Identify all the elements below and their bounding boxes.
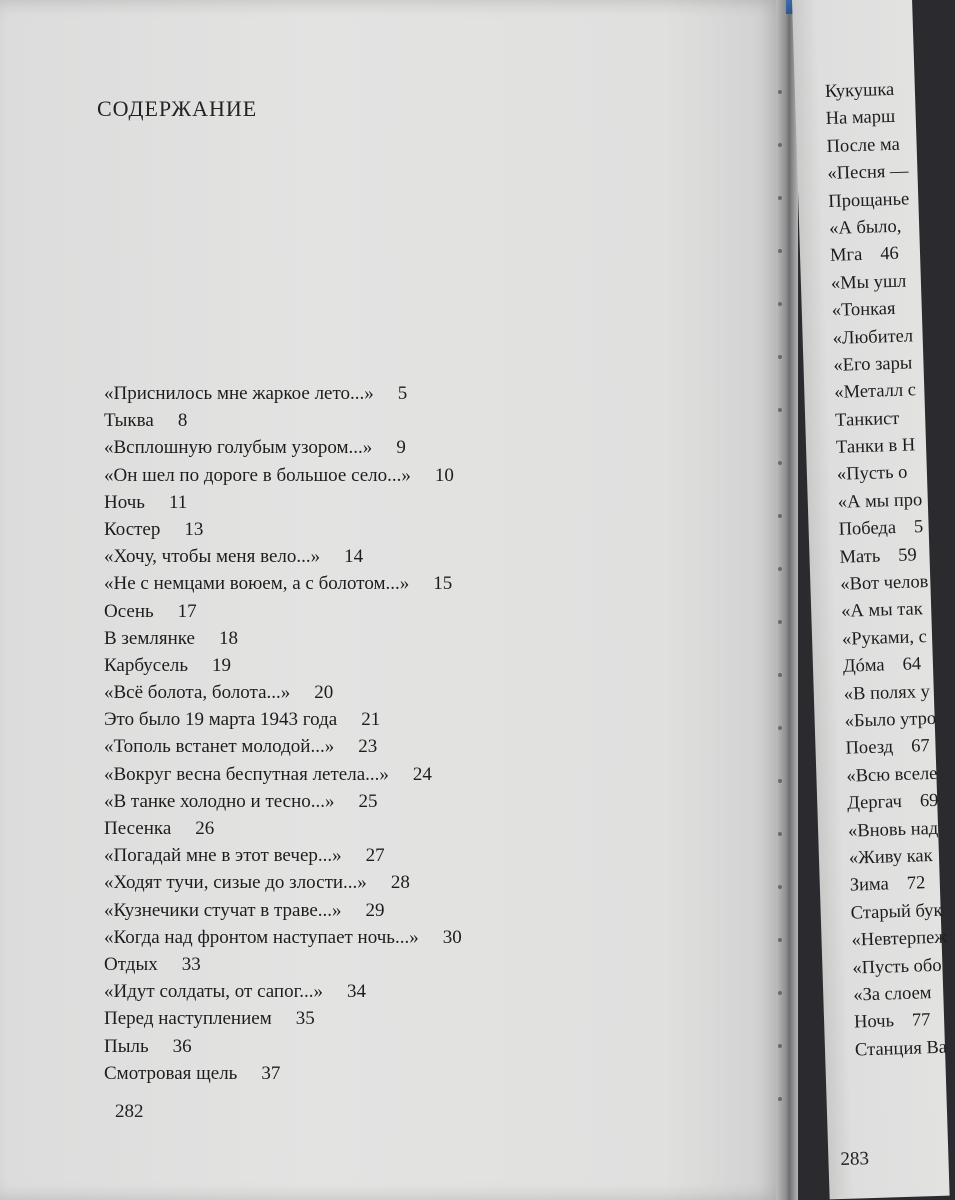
- toc-entry-title: Осень: [104, 600, 154, 622]
- toc-entry-title: «Любител: [832, 325, 914, 349]
- toc-entry-page: 11: [168, 491, 188, 513]
- table-of-contents-right: [824, 76, 950, 1065]
- toc-entry-title: «Погадай мне в этот вечер...»: [104, 845, 342, 867]
- toc-entry-page: 46: [879, 244, 900, 265]
- toc-entry-title: Песенка: [104, 818, 172, 839]
- toc-entry-title: «Кузнечики стучат в траве...»: [104, 899, 342, 921]
- toc-entry: [854, 1007, 950, 1037]
- binding-hole: [778, 355, 782, 359]
- toc-entry-title: Пыль: [104, 1035, 149, 1057]
- toc-entry: [833, 350, 929, 380]
- toc-entry-title: Станция Ва: [854, 1037, 948, 1061]
- binding-hole: [778, 461, 782, 465]
- toc-entry-title: «Всплошную голубым узором...»: [104, 437, 373, 459]
- toc-entry-title: «В полях у: [843, 681, 931, 705]
- toc-entry: [843, 651, 939, 681]
- binding-hole: [778, 1097, 782, 1101]
- toc-entry: [104, 1005, 462, 1032]
- toc-entry: [104, 1033, 462, 1060]
- page-number-right: 283: [840, 1148, 870, 1171]
- toc-entry-page: 33: [181, 953, 201, 975]
- toc-entry-title: «Живу как: [848, 845, 933, 869]
- toc-entry: [104, 733, 462, 760]
- toc-entry-title: «Тонкая: [831, 299, 896, 322]
- toc-entry: [827, 158, 923, 188]
- toc-entry: [845, 733, 941, 763]
- toc-entry-page: 25: [358, 790, 378, 812]
- toc-entry: [830, 240, 926, 270]
- toc-entry-title: «Руками, с: [841, 626, 928, 650]
- toc-entry: [848, 815, 944, 845]
- binding-hole: [778, 1044, 782, 1048]
- toc-entry-title: Дергач: [846, 792, 903, 814]
- binding-hole: [778, 249, 782, 253]
- toc-entry-title: «Всю вселе: [846, 763, 938, 787]
- toc-entry-title: Мать: [839, 546, 881, 568]
- toc-entry-title: Перед наступлением: [104, 1008, 272, 1030]
- toc-entry-page: 27: [365, 845, 385, 867]
- toc-entry-title: «Тополь встанет молодой...»: [104, 736, 335, 758]
- toc-entry-title: «Мы ушл: [830, 271, 907, 294]
- toc-entry-page: 30: [442, 926, 462, 948]
- toc-entry: [104, 706, 462, 733]
- toc-entry-page: 14: [344, 546, 364, 568]
- toc-entry-title: Танкист: [834, 408, 900, 431]
- toc-entry-title: Костер: [104, 518, 161, 540]
- toc-entry-page: 59: [897, 545, 918, 566]
- toc-entry: [841, 596, 937, 626]
- binding-hole: [778, 991, 782, 995]
- toc-entry-title: Смотровая щель: [104, 1062, 238, 1084]
- binding-hole: [778, 673, 782, 677]
- toc-entry-page: 77: [911, 1010, 931, 1032]
- toc-entry: [104, 679, 462, 706]
- binding-hole: [778, 302, 782, 306]
- toc-entry-title: Отдых: [104, 953, 158, 975]
- toc-entry: [104, 434, 462, 461]
- toc-entry: [855, 1034, 951, 1064]
- toc-entry-title: «Вот челов: [840, 572, 929, 595]
- toc-entry: [104, 1060, 462, 1087]
- toc-entry-title: Ночь: [853, 1011, 895, 1033]
- toc-entry-title: Тыква: [104, 410, 154, 432]
- toc-entry: [104, 951, 462, 978]
- toc-entry-title: Это было 19 марта 1943 года: [104, 709, 338, 731]
- toc-entry: [851, 925, 947, 955]
- toc-entry-title: На марш: [825, 107, 896, 130]
- toc-entry: [852, 952, 948, 982]
- toc-entry: [824, 76, 920, 106]
- toc-entry-page: 19: [212, 654, 232, 676]
- toc-entry: [104, 516, 462, 543]
- toc-entry: [104, 380, 462, 407]
- toc-entry-page: 8: [177, 410, 188, 432]
- binding-holes: [776, 90, 786, 1140]
- contents-heading: СОДЕРЖАНИЕ: [97, 96, 258, 121]
- toc-entry-title: Танки в Н: [835, 435, 916, 458]
- toc-entry-page: 37: [261, 1062, 281, 1084]
- binding-hole: [778, 196, 782, 200]
- toc-entry: [104, 788, 462, 815]
- toc-entry-page: 67: [910, 736, 930, 757]
- toc-entry-page: 36: [172, 1035, 192, 1057]
- toc-entry: [847, 788, 943, 818]
- toc-entry-title: Старый бук: [850, 900, 943, 924]
- toc-entry-title: «А мы так: [840, 599, 924, 623]
- toc-entry: [104, 978, 462, 1005]
- toc-entry-title: «За слоем: [852, 983, 932, 1006]
- page-number-left: 282: [115, 1101, 144, 1122]
- binding-hole: [778, 90, 782, 94]
- toc-entry: [831, 268, 927, 298]
- toc-entry: [853, 979, 949, 1009]
- toc-entry-title: «А мы про: [837, 490, 923, 513]
- toc-entry-page: 23: [358, 736, 378, 758]
- toc-entry: [104, 924, 462, 951]
- toc-entry-page: 13: [184, 518, 204, 540]
- toc-entry-title: Дóма: [842, 655, 885, 677]
- toc-entry-title: «Невтерпеж: [851, 927, 948, 951]
- toc-entry-page: 17: [177, 600, 197, 622]
- binding-hole: [778, 885, 782, 889]
- toc-entry: [104, 815, 462, 842]
- toc-entry-page: 35: [295, 1008, 315, 1030]
- toc-entry: [846, 760, 942, 790]
- binding-hole: [778, 620, 782, 624]
- toc-entry: [837, 459, 933, 489]
- toc-entry: [836, 432, 932, 462]
- toc-entry-title: «Приснилось мне жаркое лето...»: [104, 383, 374, 404]
- toc-entry: [104, 842, 462, 869]
- toc-entry-page: 15: [433, 573, 453, 595]
- toc-entry: [104, 761, 462, 788]
- binding-hole: [778, 143, 782, 147]
- toc-entry: [104, 598, 462, 625]
- binding-hole: [778, 779, 782, 783]
- toc-entry-title: После ма: [826, 134, 901, 157]
- toc-entry: [834, 377, 930, 407]
- toc-entry-title: «Ходят тучи, сизые до злости...»: [104, 872, 367, 894]
- toc-entry: [838, 514, 934, 544]
- toc-entry: [842, 624, 938, 654]
- toc-entry-title: «Хочу, чтобы меня вело...»: [104, 546, 321, 568]
- toc-entry: [831, 295, 927, 325]
- toc-entry-title: «Его зары: [833, 353, 913, 376]
- toc-entry-page: 26: [195, 818, 215, 839]
- toc-entry-title: Поезд: [845, 737, 894, 760]
- toc-entry-title: «Вокруг весна беспутная летела...»: [104, 763, 389, 785]
- toc-entry: [104, 869, 462, 896]
- table-of-contents-left: [104, 380, 462, 1087]
- binding-hole: [778, 567, 782, 571]
- toc-entry-title: Кукушка: [824, 79, 895, 103]
- right-page: [792, 0, 950, 1199]
- toc-entry: [837, 487, 933, 517]
- toc-entry-title: «В танке холодно и тесно...»: [104, 790, 335, 812]
- toc-entry: [104, 625, 462, 652]
- toc-entry: [104, 543, 462, 570]
- toc-entry: [840, 569, 936, 599]
- toc-entry: [104, 462, 462, 489]
- toc-entry-title: «Идут солдаты, от сапог...»: [104, 981, 324, 1003]
- toc-entry: [104, 407, 462, 434]
- toc-entry: [832, 322, 928, 352]
- toc-entry: [104, 489, 462, 516]
- toc-entry-page: 10: [434, 464, 454, 486]
- toc-entry: [839, 541, 935, 571]
- toc-entry: [829, 213, 925, 243]
- toc-entry: [825, 103, 921, 133]
- toc-entry-page: 69: [919, 790, 939, 812]
- toc-entry: [849, 870, 945, 900]
- toc-entry-title: «Всё болота, болота...»: [104, 682, 291, 704]
- toc-entry-page: 18: [218, 627, 238, 649]
- toc-entry-title: Прощанье: [828, 188, 910, 212]
- toc-entry-page: 20: [314, 682, 334, 704]
- toc-entry-page: 64: [902, 654, 922, 676]
- toc-entry-page: 5: [913, 517, 924, 538]
- toc-entry-title: «Было утро: [844, 708, 937, 732]
- toc-entry: [826, 131, 922, 161]
- toc-entry: [850, 897, 946, 927]
- toc-entry: [844, 706, 940, 736]
- toc-entry-title: «А было,: [828, 216, 902, 239]
- binding-hole: [778, 514, 782, 518]
- toc-entry: [104, 897, 462, 924]
- toc-entry: [849, 843, 945, 873]
- toc-entry-page: 21: [361, 709, 381, 731]
- toc-entry: [104, 652, 462, 679]
- toc-entry-title: Зима: [849, 874, 890, 896]
- toc-entry-title: «Пусть обо: [852, 955, 942, 979]
- toc-entry: [843, 678, 939, 708]
- toc-entry-title: «Он шел по дороге в большое село...»: [104, 464, 411, 486]
- toc-entry: [828, 186, 924, 216]
- toc-entry: [104, 570, 462, 597]
- toc-entry-page: 28: [390, 872, 410, 894]
- binding-hole: [778, 832, 782, 836]
- toc-entry-page: 5: [397, 383, 408, 404]
- toc-entry-title: Победа: [838, 518, 897, 541]
- toc-entry-page: 9: [396, 437, 406, 459]
- toc-entry-title: «Не с немцами воюем, а с болотом...»: [104, 573, 410, 595]
- binding-hole: [778, 938, 782, 942]
- toc-entry-title: В землянке: [104, 627, 195, 649]
- toc-entry-title: «Вновь над: [847, 818, 939, 842]
- toc-entry-title: Мга: [829, 245, 863, 267]
- toc-entry-title: «Песня —: [827, 161, 909, 185]
- toc-entry: [835, 405, 931, 435]
- toc-entry-page: 72: [906, 873, 926, 895]
- binding-hole: [778, 408, 782, 412]
- toc-entry-title: «Когда над фронтом наступает ночь...»: [104, 926, 419, 948]
- toc-entry-page: 24: [412, 763, 432, 785]
- toc-entry-title: «Металл с: [834, 380, 917, 404]
- binding-hole: [778, 726, 782, 730]
- toc-entry-title: Ночь: [104, 491, 145, 513]
- toc-entry-page: 34: [347, 981, 367, 1003]
- toc-entry-title: «Пусть о: [836, 463, 908, 486]
- toc-entry-page: 29: [365, 899, 385, 921]
- toc-entry-title: Карбусель: [104, 654, 189, 676]
